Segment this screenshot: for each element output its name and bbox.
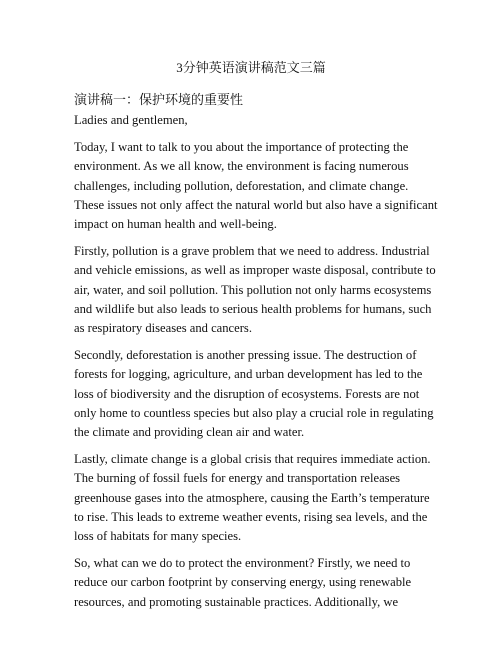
paragraph-solutions: So, what can we do to protect the environment? Firstly, we need to reduce our carbon footprint by conserving energy, using renewable resources, and promoting sustainable practices. Additionally, we [74,556,412,609]
speech-heading: 演讲稿一：保护环境的重要性 [74,92,244,107]
paragraph-pollution: Firstly, pollution is a grave problem that we need to address. Industrial and vehicle emissions, as well as improper waste disposal, contribute to air, water, and soil pollution. This pollution not only harms ecosystems and wildlife but also leads to serious health problems for humans, such as respiratory diseases and cancers. [74,244,436,336]
paragraph-climate-change: Lastly, climate change is a global crisis that requires immediate action. The burning of fossil fuels for energy and transportation releases greenhouse gases into the atmosphere, causing the Earth’s temperature to rise. This leads to extreme weather events, rising sea levels, and the loss of habitats for many species. [74,452,431,544]
paragraph-salutation: Ladies and gentlemen, [74,113,188,127]
paragraph-intro: Today, I want to talk to you about the importance of protecting the environment. As we all know, the environment is facing numerous challenges, including pollution, deforestation, and climate change. These issues not only affect the natural world but also have a significant impact on human health and well-being. [74,140,438,232]
document-title: 3分钟英语演讲稿范文三篇 [176,60,326,75]
paragraph-deforestation: Secondly, deforestation is another pressing issue. The destruction of forests for logging, agriculture, and urban development has led to the loss of biodiversity and the disruption of ecosystems. Forests are not only home to countless species but also play a crucial role in regulating the climate and providing clean air and water. [74,348,434,440]
document-body [74,111,440,620]
